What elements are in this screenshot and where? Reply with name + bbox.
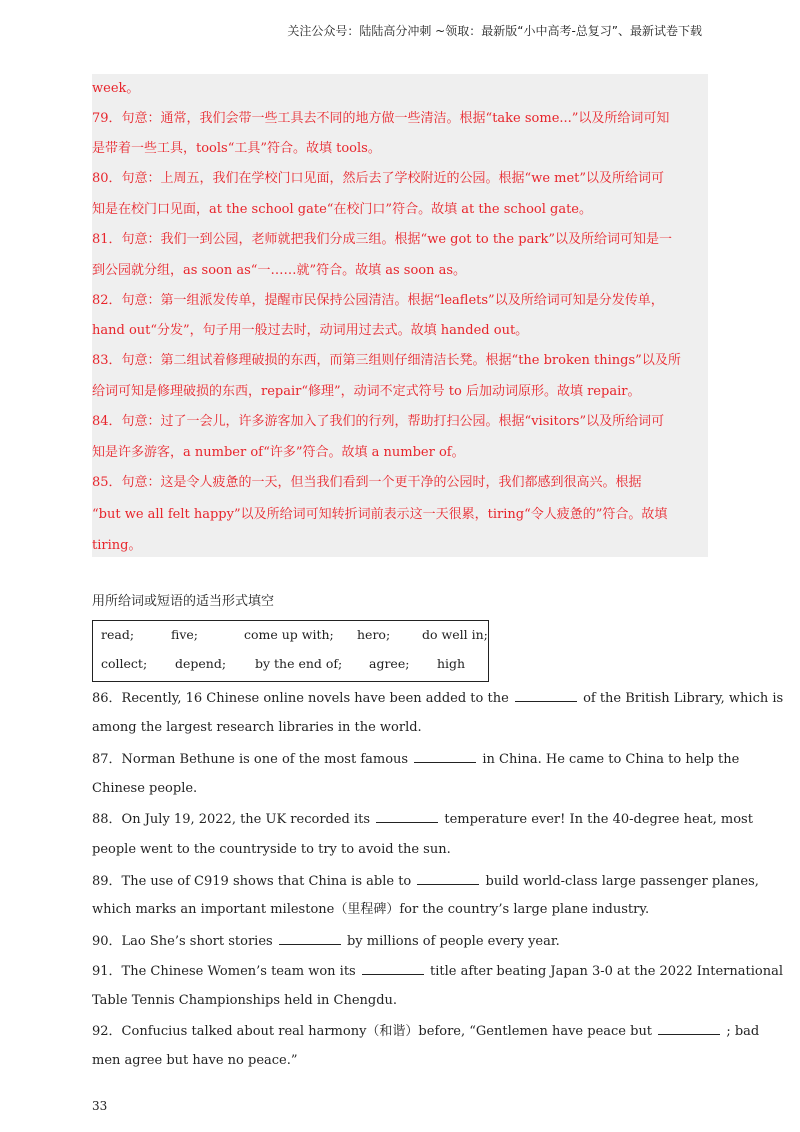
answer-explanations	[92, 74, 708, 557]
answer-blank[interactable]	[362, 962, 424, 975]
answer-blank[interactable]	[376, 810, 438, 823]
question-text: men agree but have no peace.”	[92, 1053, 298, 1068]
page-header: 关注公众号：陆陆高分冲刺 ~领取：最新版“小中高考-总复习”、最新试卷下载	[287, 24, 702, 38]
question-91	[92, 962, 784, 980]
question-text: of the British Library, which is	[583, 691, 784, 706]
question-text: 91．The Chinese Women’s team won its	[92, 964, 356, 979]
answer-line: 82．句意：第一组派发传单，提醒市民保持公园清洁。根据“leaflets”以及所给词可知是分发传单，	[92, 293, 664, 308]
question-text: 89．The use of C919 shows that China is able to	[92, 874, 412, 889]
word-bank-item: by the end of;	[255, 656, 343, 671]
question-text: in China. He came to China to help the	[482, 752, 740, 767]
answer-line: “but we all felt happy”以及所给词可知转折词前表示这一天很累，tiring“令人疲惫的”符合。故填	[92, 507, 668, 522]
answer-line: tiring。	[92, 538, 142, 553]
word-bank	[92, 620, 489, 682]
question-92	[92, 1022, 760, 1040]
answer-blank[interactable]	[279, 932, 341, 945]
word-bank-item: five;	[171, 627, 199, 642]
question-86	[92, 689, 784, 707]
question-88	[92, 810, 753, 828]
word-bank-item: do well in;	[422, 627, 488, 642]
answer-blank[interactable]	[414, 750, 476, 763]
question-text: people went to the countryside to try to avoid the sun.	[92, 842, 451, 857]
question-text: which marks an important milestone（里程碑）for the country’s large plane industry.	[92, 902, 650, 917]
answer-line: 到公园就分组，as soon as“一……就”符合。故填 as soon as。	[92, 263, 467, 278]
answer-line: 80．句意：上周五，我们在学校门口见面，然后去了学校附近的公园。根据“we met”以及所给词可	[92, 171, 665, 186]
question-text: 92．Confucius talked about real harmony（和谐）before, “Gentlemen have peace but	[92, 1024, 653, 1039]
answer-blank[interactable]	[515, 689, 577, 702]
word-bank-item: depend;	[175, 656, 227, 671]
question-text: temperature ever! In the 40-degree heat, most	[444, 812, 753, 827]
answer-blank[interactable]	[658, 1022, 720, 1035]
answer-blank[interactable]	[417, 872, 479, 885]
question-text: 86．Recently, 16 Chinese online novels have been added to the	[92, 691, 509, 706]
word-bank-item: agree;	[369, 656, 410, 671]
question-text: Chinese people.	[92, 781, 198, 796]
answer-line: 给词可知是修理破损的东西，repair“修理”，动词不定式符号 to 后加动词原形。故填 repair。	[92, 384, 641, 399]
exercise-title: 用所给词或短语的适当形式填空	[92, 594, 275, 609]
word-bank-item: come up with;	[244, 627, 334, 642]
question-text: 87．Norman Bethune is one of the most famous	[92, 752, 409, 767]
question-text: ; bad	[726, 1024, 760, 1039]
answer-line: 85．句意：这是令人疲惫的一天，但当我们看到一个更干净的公园时，我们都感到很高兴。根据	[92, 475, 642, 490]
word-bank-item: high	[437, 656, 466, 671]
word-bank-item: hero;	[357, 627, 391, 642]
question-text: Table Tennis Championships held in Chengdu.	[92, 993, 398, 1008]
answer-line: 79．句意：通常，我们会带一些工具去不同的地方做一些清洁。根据“take some...”以及所给词可知	[92, 111, 670, 126]
answer-line: hand out“分发”，句子用一般过去时，动词用过去式。故填 handed out。	[92, 323, 529, 338]
question-text: by millions of people every year.	[346, 934, 560, 949]
answer-line: 84．句意：过了一会儿，许多游客加入了我们的行列，帮助打扫公园。根据“visitors”以及所给词可	[92, 414, 665, 429]
answer-line: 83．句意：第二组试着修理破损的东西，而第三组则仔细清洁长凳。根据“the broken things”以及所	[92, 353, 681, 368]
word-bank-item: read;	[101, 627, 135, 642]
answer-line: 知是在校门口见面，at the school gate“在校门口”符合。故填 at the school gate。	[92, 202, 592, 217]
question-89	[92, 872, 759, 890]
page-number: 33	[92, 1099, 108, 1113]
word-bank-item: collect;	[101, 656, 148, 671]
answer-line: 知是许多游客，a number of“许多”符合。故填 a number of。	[92, 445, 465, 460]
question-text: among the largest research libraries in the world.	[92, 720, 422, 735]
question-text: title after beating Japan 3-0 at the 2022 International	[430, 964, 784, 979]
question-text: 88．On July 19, 2022, the UK recorded its	[92, 812, 371, 827]
question-text: 90．Lao She’s short stories	[92, 934, 273, 949]
question-90	[92, 932, 708, 950]
answer-line: week。	[92, 81, 140, 96]
question-text: build world-class large passenger planes,	[485, 874, 759, 889]
answer-line: 是带着一些工具，tools“工具”符合。故填 tools。	[92, 141, 381, 156]
question-87	[92, 750, 740, 768]
answer-line: 81．句意：我们一到公园，老师就把我们分成三组。根据“we got to the park”以及所给词可知是一	[92, 232, 673, 247]
